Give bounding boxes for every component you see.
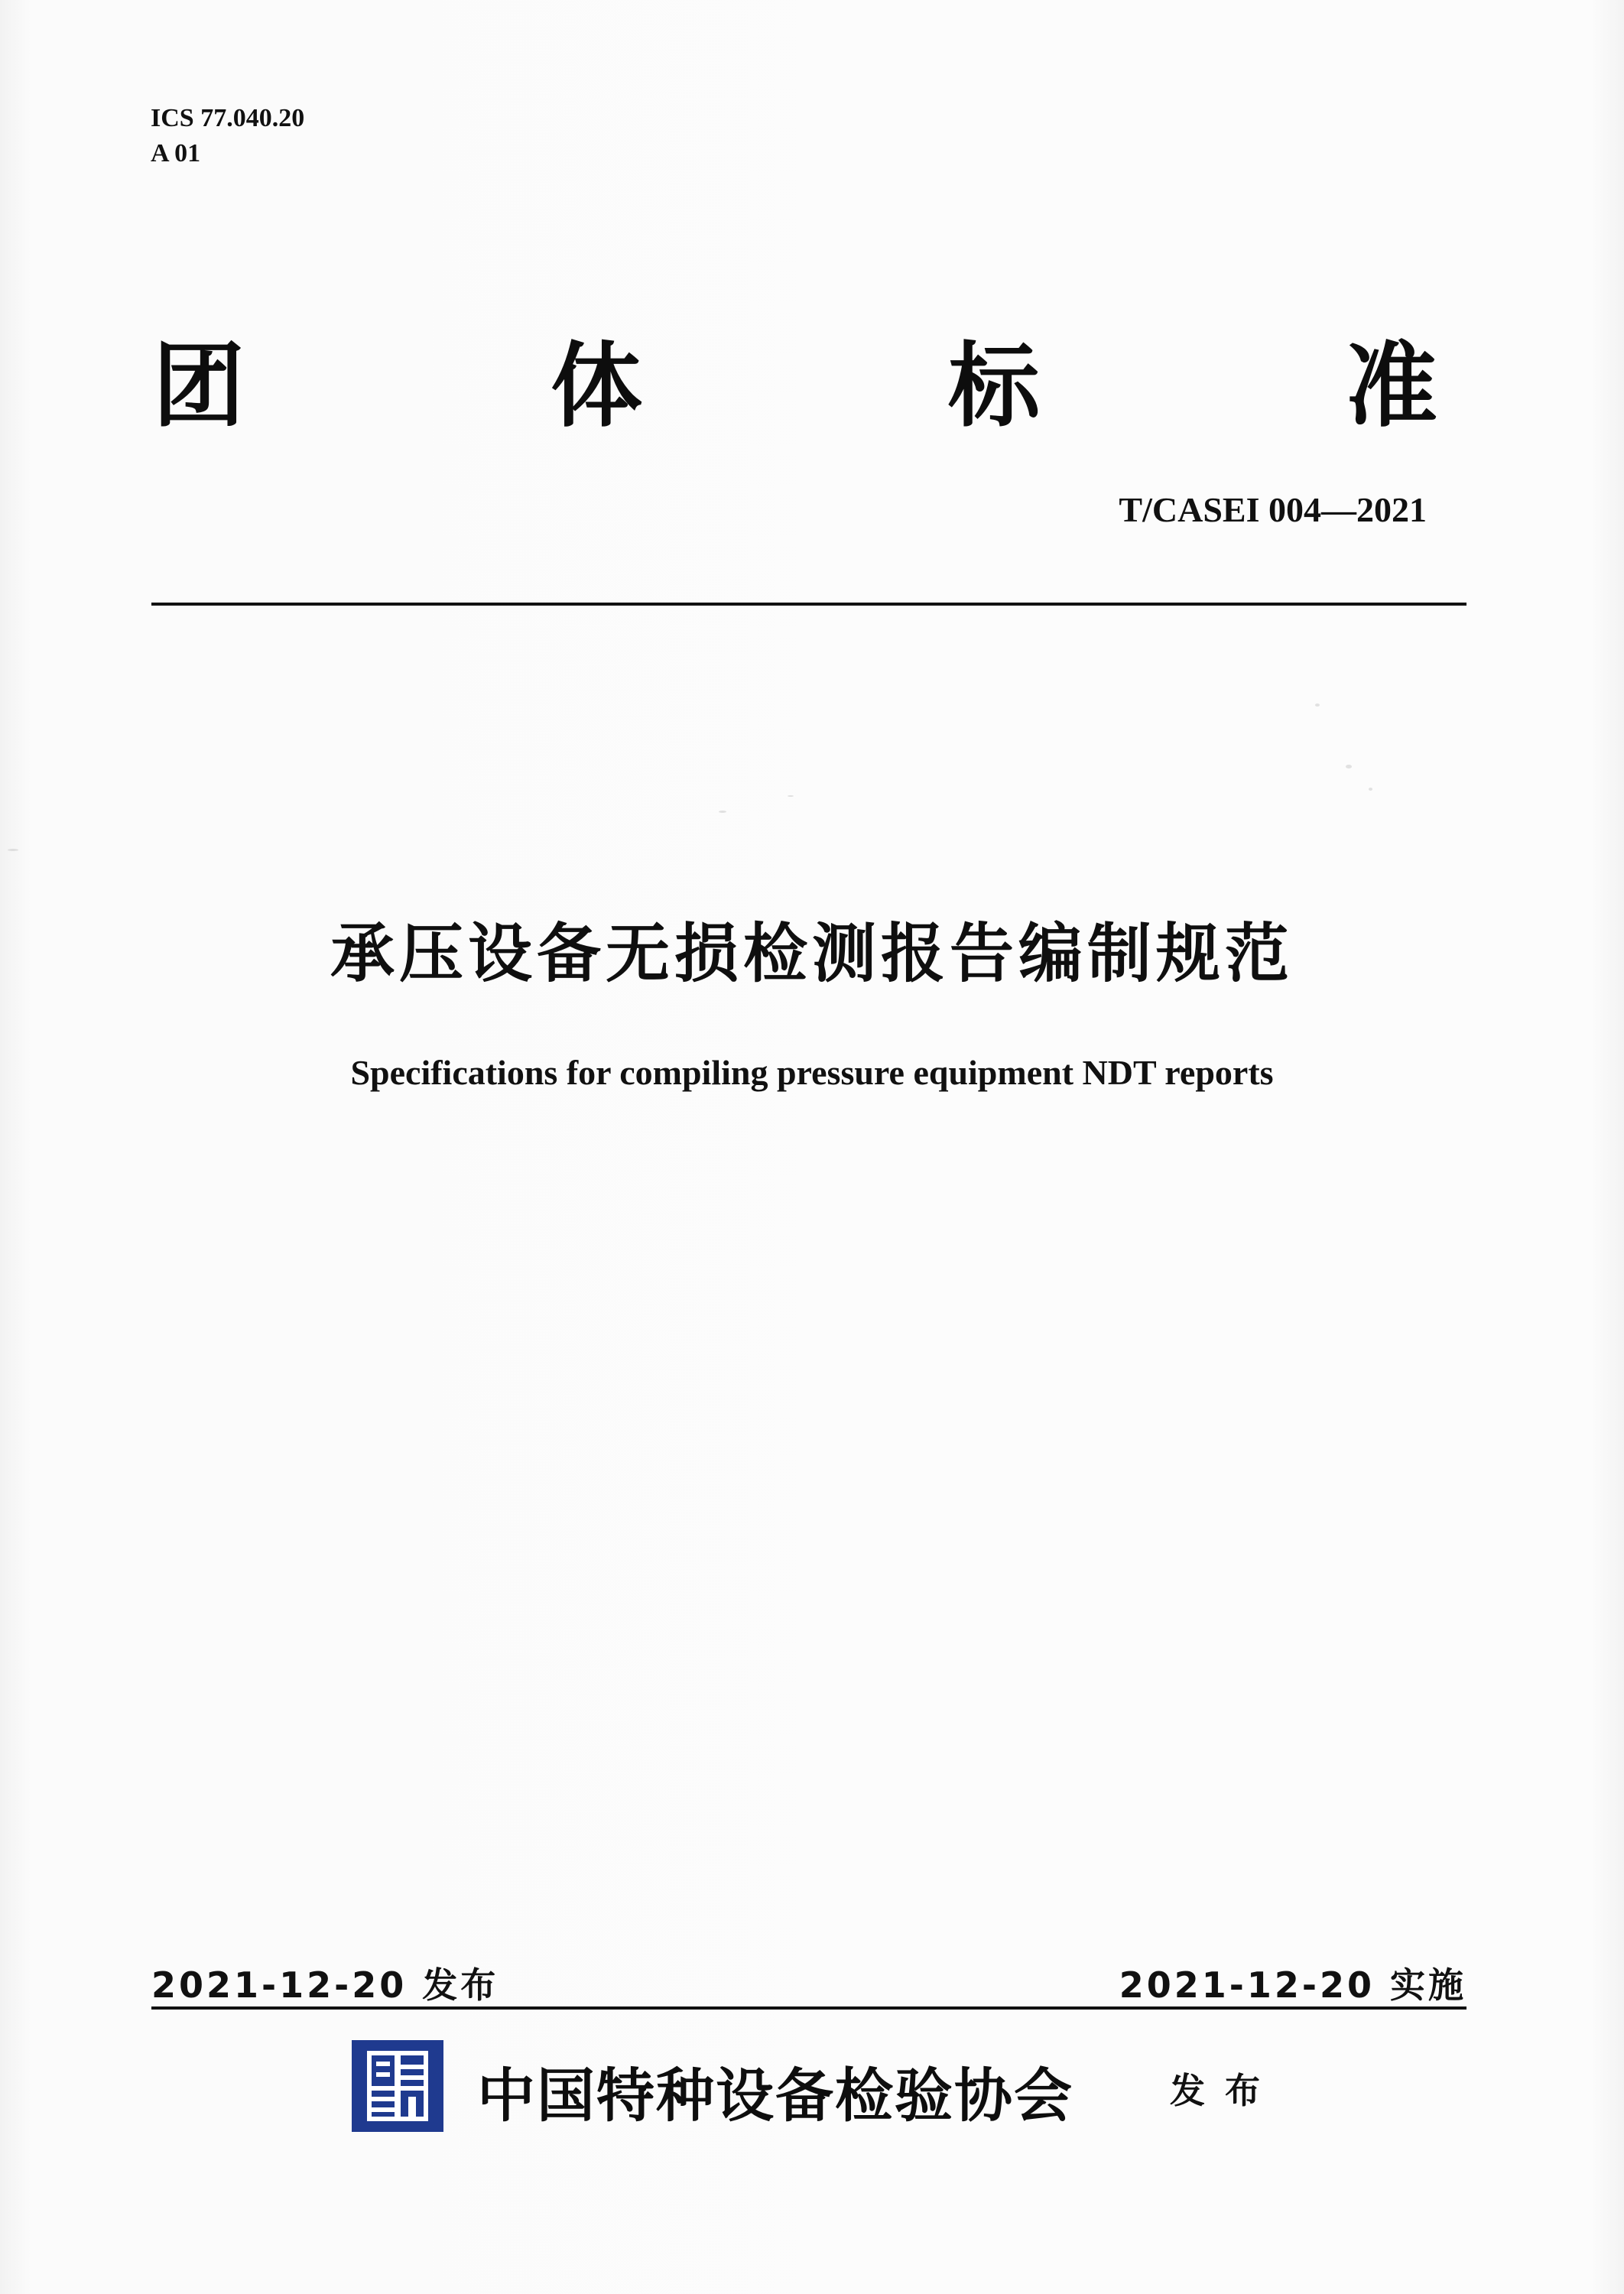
ics-code: ICS 77.040.20 xyxy=(151,104,305,132)
top-divider xyxy=(151,603,1466,606)
standard-category-title xyxy=(153,321,1437,440)
document-title-english: Specifications for compiling pressure equipment NDT reports xyxy=(350,1053,1274,1092)
scan-speck xyxy=(719,811,726,813)
category-char-2: 体 xyxy=(551,333,642,440)
scan-speck xyxy=(1346,765,1352,768)
publish-date: 2021-12-20 发布 xyxy=(151,1964,499,2006)
standard-number: T/CASEI 004—2021 xyxy=(1119,490,1427,529)
bottom-divider xyxy=(151,2006,1466,2010)
document-title-chinese: 承压设备无损检测报告编制规范 xyxy=(330,916,1294,991)
category-char-1: 团 xyxy=(153,333,245,440)
classification-codes xyxy=(151,101,304,171)
publisher-suffix: 发布 xyxy=(1170,2070,1280,2111)
implementation-date: 2021-12-20 实施 xyxy=(1119,1964,1466,2006)
publisher-name: 中国特种设备检验协会 xyxy=(477,2062,1073,2130)
scan-speck xyxy=(1315,703,1320,707)
casei-logo-icon xyxy=(352,2040,443,2132)
scan-speck xyxy=(8,849,18,851)
category-char-3: 标 xyxy=(948,333,1040,440)
publisher-logo xyxy=(352,2040,443,2132)
category-char-4: 准 xyxy=(1346,333,1437,440)
scan-speck xyxy=(788,795,794,797)
ccs-code: A 01 xyxy=(151,139,201,167)
scan-speck xyxy=(1369,788,1372,791)
